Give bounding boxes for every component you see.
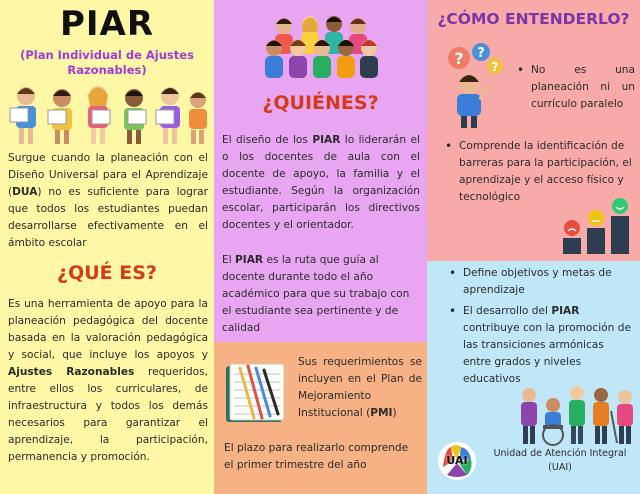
piar-title: PIAR: [59, 4, 155, 44]
text-segment: Sus requerimientos se incluyen en el Plan de Mejoramiento Institucional (: [298, 356, 422, 419]
subtitle-line-2: Razonables): [67, 63, 147, 77]
children-holding-signs-illustration: [6, 80, 210, 150]
quienes-heading: ¿QUIÉNES?: [262, 92, 379, 114]
child-4: [124, 89, 146, 144]
que-es-text: [8, 296, 208, 466]
keyword: PMI: [370, 407, 393, 419]
text-segment: Es una herramienta de apoyo para la planeación pedagógica del docente basada en la valoración pedagógica y social, que incluye los apoyos y: [8, 298, 208, 361]
requisitos-text: [298, 354, 422, 422]
diverse-group-wheelchair-illustration: [517, 381, 637, 447]
svg-text:?: ?: [491, 60, 499, 74]
text-segment: requeridos, entre ellos los curriculares, de infraestructura y todos los demás necesarios para garantizar el aprendizaje, la participación, permanencia y promoción.: [8, 366, 208, 463]
uai-label-line-2: (UAI): [548, 462, 572, 473]
text-segment: El diseño de los: [222, 134, 313, 146]
text-segment: es la ruta que guía al docente durante todo el año académico para que su trabajo con el estudiante sea pertinente y de calidad: [222, 254, 410, 334]
text-segment: El: [222, 254, 236, 266]
child-5: [156, 87, 180, 144]
text-segment: El desarrollo del: [463, 305, 552, 317]
uai-label: [487, 447, 633, 475]
middle-top-panel: [214, 0, 427, 342]
que-es-heading: ¿QUÉ ES?: [57, 262, 157, 284]
child-2: [48, 89, 72, 144]
right-bottom-panel: [427, 261, 640, 494]
intro-text: [8, 150, 208, 252]
child-3: [88, 86, 110, 144]
keyword: PIAR: [235, 254, 264, 266]
keyword: DUA: [12, 186, 38, 198]
group-of-people-illustration: [262, 12, 380, 78]
objetivos-list: [447, 265, 635, 388]
como-bullet-2: • Comprende la identificación de barreras para la participación, el aprendizaje y el acceso físico y tecnológico: [443, 138, 635, 206]
piar-subtitle: [0, 48, 214, 78]
plazo-text: El plazo para realizarlo comprende el primer trimestre del año: [224, 442, 409, 471]
confused-boy-question-marks-illustration: [437, 42, 509, 128]
text-segment: Surgue cuando la planeación con el Diseño Universal para el Aprendizaje (: [8, 152, 208, 198]
svg-text:?: ?: [454, 49, 464, 68]
keyword: Ajustes Razonables: [8, 366, 135, 378]
notebook-pencils-illustration: [220, 360, 292, 426]
uai-logo-text: UAI: [446, 454, 468, 467]
left-panel: [0, 0, 214, 494]
text-segment: ) no es suficiente para lograr que todos los estudiantes puedan desarrollarse efectivamente en el ámbito escolar: [8, 186, 208, 249]
keyword: PIAR: [312, 134, 341, 146]
text-segment: ): [392, 407, 397, 419]
text-segment: lo liderarán el o los docentes de aula con el docente de apoyo, la familia y el estudiante. Según la organización escolar, participarán los directivos docentes y el orientador.: [222, 134, 420, 231]
right-top-panel: [427, 0, 640, 261]
subtitle-line-1: (Plan Individual de Ajustes: [20, 48, 194, 62]
middle-bottom-panel: [214, 342, 427, 494]
uai-logo: [437, 441, 477, 481]
quienes-text-2: [222, 252, 420, 337]
como-bullet-1: • No es una planeación ni un currículo paralelo: [515, 62, 635, 113]
objetivos-bullet-1: • Define objetivos y metas de aprendizaje: [447, 265, 635, 299]
child-1: [10, 87, 36, 144]
rising-bar-chart-faces-illustration: [561, 196, 635, 256]
como-list-1: [515, 62, 635, 113]
keyword: PIAR: [551, 305, 580, 317]
child-6: [189, 92, 207, 144]
quienes-text-1: [222, 132, 420, 234]
como-heading: ¿CÓMO ENTENDERLO?: [437, 10, 630, 28]
objetivos-bullet-2: [447, 303, 635, 388]
svg-text:?: ?: [477, 46, 485, 61]
text-segment: contribuye con la promoción de las transiciones armónicas entre grados y niveles educativos: [463, 322, 631, 385]
uai-label-line-1: Unidad de Atención Integral: [493, 448, 627, 459]
